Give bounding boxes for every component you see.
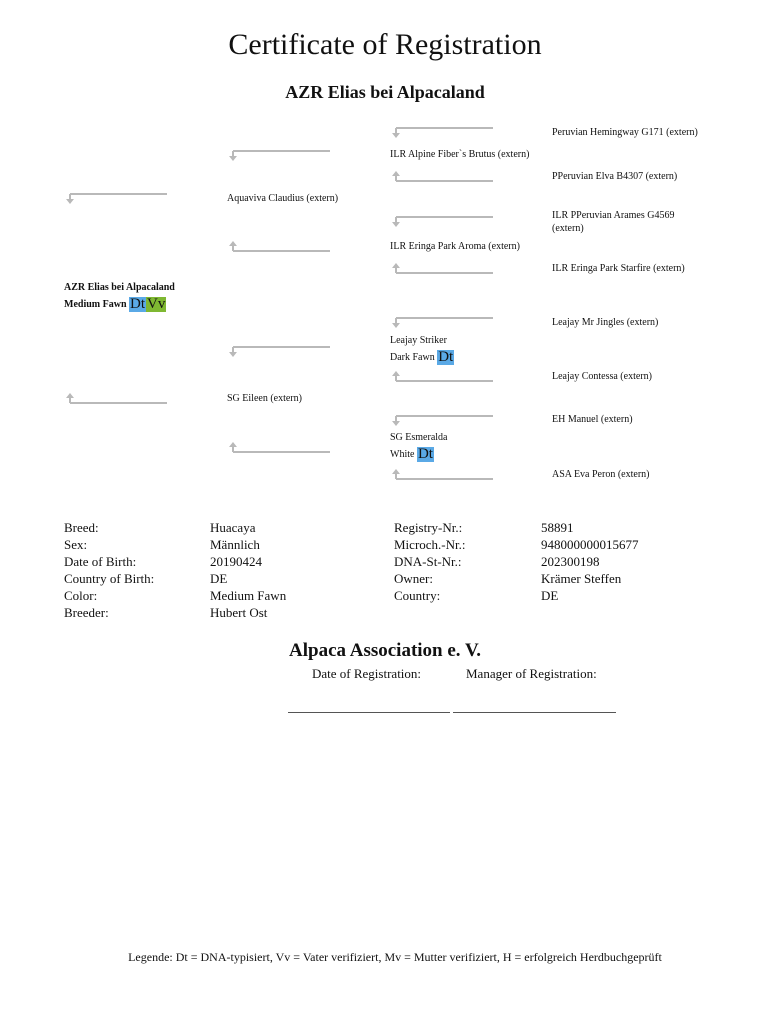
- detail-label: DNA-St-Nr.:: [394, 554, 462, 569]
- detail-label: Sex:: [64, 537, 88, 552]
- ancestor-name: ILR Eringa Park Starfire (extern): [552, 263, 685, 274]
- pedigree-arrow-icon: [390, 125, 494, 139]
- detail-value: Hubert Ost: [210, 605, 268, 620]
- detail-label: Microch.-Nr.:: [394, 537, 466, 552]
- detail-label: Registry-Nr.:: [394, 520, 463, 535]
- association-name: Alpaca Association e. V.: [289, 640, 481, 661]
- subject-color-row: [64, 296, 175, 313]
- animal-name-heading: AZR Elias bei Alpacaland: [285, 82, 485, 102]
- sire-verified-badge: Vv: [147, 296, 166, 312]
- pedigree-arrow-icon: [390, 170, 494, 184]
- dam-dam-name: SG Esmeralda: [390, 432, 448, 443]
- dam-sire-color: Dark Fawn: [390, 352, 435, 363]
- ancestor-name: Peruvian Hemingway G171 (extern): [552, 127, 698, 138]
- dna-typed-badge: Dt: [438, 349, 454, 365]
- sire-name: Aquaviva Claudius (extern): [227, 193, 339, 204]
- manager-signature-line: [453, 712, 616, 713]
- ancestor-name: Leajay Mr Jingles (extern): [552, 317, 659, 328]
- ancestor-name: ILR PPeruvian Arames G4569 (extern): [552, 210, 675, 234]
- detail-label: Owner:: [394, 571, 433, 586]
- detail-value: DE: [541, 588, 559, 603]
- details-left-values: [210, 519, 286, 621]
- date-signature-line: [288, 712, 450, 713]
- pedigree-arrow-icon: [64, 392, 168, 406]
- pedigree-subject: [64, 279, 175, 313]
- details-left-labels: [64, 519, 154, 621]
- pedigree-arrow-icon: [390, 370, 494, 384]
- detail-value: Medium Fawn: [210, 588, 287, 603]
- detail-value: Krämer Steffen: [541, 571, 622, 586]
- dam-sire-name: Leajay Striker: [390, 335, 447, 346]
- detail-value: 58891: [541, 520, 574, 535]
- ancestor-name: ASA Eva Peron (extern): [552, 469, 650, 480]
- pedigree-arrow-icon: [390, 413, 494, 427]
- detail-label: Breed:: [64, 520, 99, 535]
- detail-label: Color:: [64, 588, 98, 603]
- detail-label: Country:: [394, 588, 441, 603]
- sire-sire-name: ILR Alpine Fiber`s Brutus (extern): [390, 149, 530, 160]
- detail-value: Huacaya: [210, 520, 256, 535]
- pedigree-arrow-icon: [390, 214, 494, 228]
- detail-label: Breeder:: [64, 605, 109, 620]
- date-of-registration-label: Date of Registration:: [312, 666, 422, 681]
- pedigree-arrow-icon: [390, 468, 494, 482]
- pedigree-arrow-icon: [227, 441, 331, 455]
- details-right-labels: [394, 519, 465, 604]
- dam-dam: [390, 431, 448, 462]
- pedigree-arrow-icon: [227, 148, 331, 162]
- sire-dam-name: ILR Eringa Park Aroma (extern): [390, 241, 520, 252]
- detail-value: 20190424: [210, 554, 262, 569]
- ancestor-name: PPeruvian Elva B4307 (extern): [552, 171, 678, 182]
- manager-of-registration-label: Manager of Registration:: [466, 666, 597, 681]
- detail-value: Männlich: [210, 537, 260, 552]
- dna-typed-badge: Dt: [130, 296, 145, 312]
- pedigree-arrow-icon: [390, 315, 494, 329]
- detail-label: Country of Birth:: [64, 571, 155, 586]
- detail-value: DE: [210, 571, 228, 586]
- dna-typed-badge: Dt: [417, 446, 433, 462]
- pedigree-arrow-icon: [390, 262, 494, 276]
- subject-color: Medium Fawn: [64, 299, 127, 310]
- ancestor-name: Leajay Contessa (extern): [552, 371, 652, 382]
- pedigree-arrow-icon: [227, 240, 331, 254]
- detail-label: Date of Birth:: [64, 554, 137, 569]
- legend: Legende: Dt = DNA-typisiert, Vv = Vater verifiziert, Mv = Mutter verifiziert, H = erfolgreich Herdbuchgeprüft: [128, 950, 662, 964]
- details-right-values: [541, 519, 639, 604]
- dam-name: SG Eileen (extern): [227, 393, 302, 404]
- pedigree-arrow-icon: [227, 344, 331, 358]
- ancestor-name: EH Manuel (extern): [552, 414, 633, 425]
- detail-value: 202300198: [541, 554, 600, 569]
- certificate-title: Certificate of Registration: [228, 28, 542, 61]
- pedigree-arrow-icon: [64, 191, 168, 205]
- dam-dam-color: White: [390, 449, 415, 460]
- subject-name: AZR Elias bei Alpacaland: [64, 282, 175, 293]
- detail-value: 948000000015677: [541, 537, 639, 552]
- dam-sire: [390, 334, 454, 365]
